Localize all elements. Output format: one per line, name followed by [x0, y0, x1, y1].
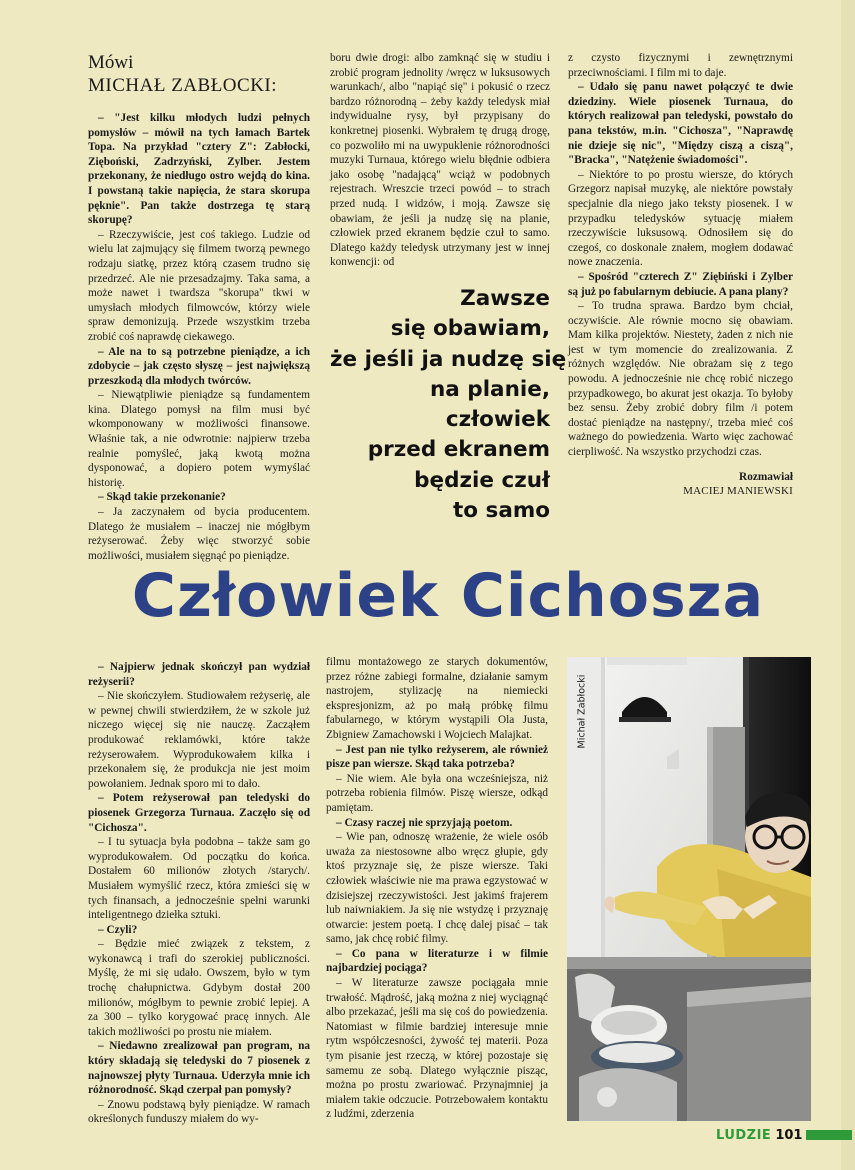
paragraph: – I tu sytuacja była podobna – także sam go wyprodukowałem. Od początku do końca. Dostałem 60 milionów złotych /starych/. Musiałem wymyślić rzecz, która zmieści się w tych finansach, a jednocześnie spełni warunki inteligentnego dziełka sztuki.: [88, 836, 310, 922]
paragraph: – W literaturze zawsze pociągała mnie trwałość. Mądrość, jaką można z niej wyciągnąć albo przekazać, jeśli ma się coś do powiedzenia. Natomiast w filmie bardziej interesuje mnie rytm współczesności, żywość tej materii. Poza tym pisanie jest rzeczą, w której pozostaje się samemu ze sobą. Dlatego wyłącznie pisząc, można po prostu zwariować. Przynajmniej ja miałem takie odczucie. Potrzebowałem kontaktu z ludźmi, zderzenia: [326, 977, 548, 1121]
portrait-photo: [567, 657, 811, 1121]
page-footer: [716, 1127, 852, 1143]
portrait-photo-graphic: [567, 657, 811, 1121]
pull-quote-line: że jeśli ja nudzę się: [330, 346, 567, 372]
paragraph: – Będzie mieć związek z tekstem, z wykonawcą i trafi do szerokiej publiczności. Myślę, że mi się udało. Owszem, było w tym trochę chałupnictwa. Gdybym dostał 200 milionów, mógłbym to pewnie zrobić lepiej. A za 300 – tylko korygować pracę innych. Ale takich możliwości po prostu nie miałem.: [88, 938, 310, 1038]
page-edge: [841, 0, 855, 1170]
pull-quote-line: będzie czuł: [414, 467, 550, 493]
page-number: 101: [775, 1127, 803, 1143]
interview-question: – Najpierw jednak skończył pan wydział reżyserii?: [88, 661, 310, 688]
paragraph: – Nie skończyłem. Studiowałem reżyserię, ale w pewnej chwili stwierdziłem, że w szkole już niczego więcej się nie nauczę. Zacząłem produkować reklamówki, które także reżyserowałem. Wyprodukowałem kilka i przekonałem się, że produkcja nie jest moim powołaniem. Jednak sporo mi to dało.: [88, 690, 310, 790]
paragraph: – Znowu podstawą były pieniądze. W ramach określonych funduszy miałem do wy-: [88, 1098, 310, 1126]
interviewer-label: Rozmawiał: [739, 470, 793, 483]
interviewer-name: MACIEJ MANIEWSKI: [683, 485, 793, 498]
paragraph: – Wie pan, odnoszę wrażenie, że wiele osób uważa za niestosowne albo wręcz głupie, gdy ktoś przyznaje się, że pisze wiersze. Taki człowiek właściwie nie ma prawa egzystować w dzisiejszej rzeczywistości. Jest jakimś frajerem lub naiwniakiem. Ja się nie wstydzę i przyznaję otwarcie: jestem poetą. I chcę dalej pisać – tak samo, jak chcę robić filmy.: [326, 831, 548, 946]
interview-question: – Spośród "czterech Z" Ziębiński i Zylber są już po fabularnym debiucie. A pana plany?: [568, 270, 793, 298]
interview-question: – Czasy raczej nie sprzyjają poetom.: [336, 816, 513, 829]
pull-quote-line: przed ekranem: [367, 437, 550, 463]
interview-question: – Co pana w literaturze i w filmie najbardziej pociąga?: [326, 947, 548, 975]
column-1-bottom: [88, 660, 310, 1127]
interview-question: – "Jest kilku młodych ludzi pełnych pomysłów – mówił na tych łamach Bartek Topa. Na przykład "cztery Z": Zabłocki, Zięboński, Zadrzyński, Zylber. Jestem przekonany, że niedługo ostro wejdą do kina. I powstaną takie napięcia, że stara skorupa pęknie". Pan także dostrzega tę starą skorupę?: [88, 112, 310, 227]
paragraph: z czysto fizycznymi i zewnętrznymi przeciwnościami. I film mi to daje.: [568, 52, 793, 79]
paragraph: – To trudna sprawa. Bardzo bym chciał, oczywiście. Ale równie mocno się obawiam. Mam kilka projektów. Niestety, żaden z nich nie jest w tym momencie do zrealizowania. Z różnych względów. Nie obrażam się z tego powodu. A jednocześnie nie chcę robić niczego przypadkowego, bo akurat jest okazja. To byłoby bez sensu. Żeby zrobić dobry film /i potem dostać pieniądze na następny/, trzeba mieć coś ważnego do powiedzenia. Warto więc zachować cierpliwość. Na wszystko przychodzi czas.: [568, 300, 793, 459]
column-3-top-text: [568, 51, 793, 460]
pull-quote-line: to samo: [452, 498, 550, 524]
pull-quote: [330, 284, 567, 526]
paragraph: – Niewątpliwie pieniądze są fundamentem kina. Dlatego pomysł na film musi być wkomponowany w możliwości finansowe. Właśnie tak, a nie odwrotnie: najpierw trzeba realnie pomyśleć, jaką kwotą można dysponować, a dopiero potem wymyślać historię.: [88, 389, 310, 489]
column-1-top-text: [88, 111, 310, 563]
pull-quote-line: Zawsze: [460, 286, 550, 311]
magazine-name: LUDZIE: [716, 1127, 772, 1143]
interview-question: – Skąd takie przekonanie?: [98, 491, 226, 504]
paragraph: – Nie wiem. Ale była ona wcześniejsza, niż potrzeba robienia filmów. Piszę wiersze, odkąd pamiętam.: [326, 772, 548, 814]
column-3-top: [568, 51, 793, 499]
pull-quote-line: na planie,: [430, 376, 550, 402]
interview-question: – Niedawno zrealizował pan program, na który składają się teledyski do 7 piosenek z najnowszej płyty Turnaua. Uderzyła mnie ich różnorodność. Skąd czerpał pan pomysły?: [88, 1040, 310, 1097]
paragraph: – Ja zaczynałem od bycia producentem. Dlatego że musiałem – inaczej nie mógłbym reżyserować. Żeby więc stworzyć sobie możliwości, musiałem sięgnąć po pieniądze.: [88, 506, 310, 562]
photo-credit-text: Michał Zabłocki: [576, 674, 588, 749]
pull-quote-line: się obawiam,: [390, 316, 550, 342]
paragraph: – Niektóre to po prostu wiersze, do których Grzegorz napisał muzykę, ale niektóre powstały specjalnie dla niego jako teksty piosenek. I w przypadku teledysków sytuację miałem rzeczywiście luksusową. Odnosiłem się do czegoś, co doskonale znałem, mogłem dodawać nowe znaczenia.: [568, 168, 793, 269]
interview-question: – Udało się panu nawet połączyć te dwie dziedziny. Wiele piosenek Turnaua, do których realizował pan teledyski, powstało do pana tekstów, m.in. "Cichosza", "Naprawdę nie dzieje się nic", "Między ciszą a ciszą", "Bracka", "Natężenie świadomości".: [568, 81, 793, 167]
footer-accent-bar: [806, 1130, 852, 1140]
intro-heading-line2: MICHAŁ ZABŁOCKI:: [88, 75, 278, 96]
interview-question: – Jest pan nie tylko reżyserem, ale również pisze pan wiersze. Skąd taka potrzeba?: [326, 743, 548, 771]
paragraph: – Rzeczywiście, jest coś takiego. Ludzie od wielu lat zajmujący się filmem tworzą pewnego rodzaju siatkę, przez którą czasem trudno się przedrzeć. Ale nie przesadzajmy. Taka sama, a może nawet i twardsza "skorupa" tkwi w umysłach młodych filmowców, którzy wiele spraw demonizują. Przede wszystkim trzeba zrobić coś naprawdę ciekawego.: [88, 228, 310, 343]
column-2-bottom-text: [326, 655, 548, 1122]
column-1-bottom-text: [88, 660, 310, 1127]
article-headline: Człowiek Cichosza: [131, 561, 765, 631]
paragraph: boru dwie drogi: albo zamknąć się w studiu i zrobić program jednolity /wręcz w luksusowych warunkach/, albo "napiąć się" i pokusić o rzecz bardzo różnorodną – żeby każdy teledysk miał indywidualne rysy, był przypisany do konkretnej piosenki. Wybrałem tę drugą drogę, co pozwoliło mi na uwypuklenie różnorodności muzyki Turnaua, którego wielu błędnie odbiera jako osobę "nadającą" wciąż w podobnych rejestrach. Wreszcie trzeci powód – to strach przed nudą. I widzów, i moją. Zawsze się obawiam, że jeśli ja nudzę się na planie, człowiek przed ekranem będzie czuł to samo. Dlatego każdy teledysk utrzymany jest w innej konwencji: od: [330, 52, 550, 269]
interview-question: – Czyli?: [98, 923, 138, 936]
paragraph: filmu montażowego ze starych dokumentów, przez różne zabiegi formalne, działanie samym nastrojem, stylizację na niemiecki ekspresjonizm, aż po małą próbkę filmu fabularnego, w którym wystąpili Ola Justa, Zbigniew Zamachowski i Wojciech Malajkat.: [326, 656, 548, 741]
pull-quote-line: człowiek: [445, 407, 550, 433]
interview-question: – Potem reżyserował pan teledyski do piosenek Grzegorza Turnaua. Zaczęło się od "Cichosza".: [88, 792, 310, 834]
column-2-top: [330, 51, 550, 270]
interview-question: – Ale na to są potrzebne pieniądze, a ich zdobycie – jak często słyszę – jest największą przeszkodą dla młodych twórców.: [88, 345, 310, 387]
photo-credit: [574, 668, 590, 756]
intro-heading-line1: Mówi: [88, 52, 134, 73]
column-1-top: [88, 51, 310, 563]
column-2-bottom: [326, 655, 548, 1122]
column-2-top-text: [330, 51, 550, 270]
